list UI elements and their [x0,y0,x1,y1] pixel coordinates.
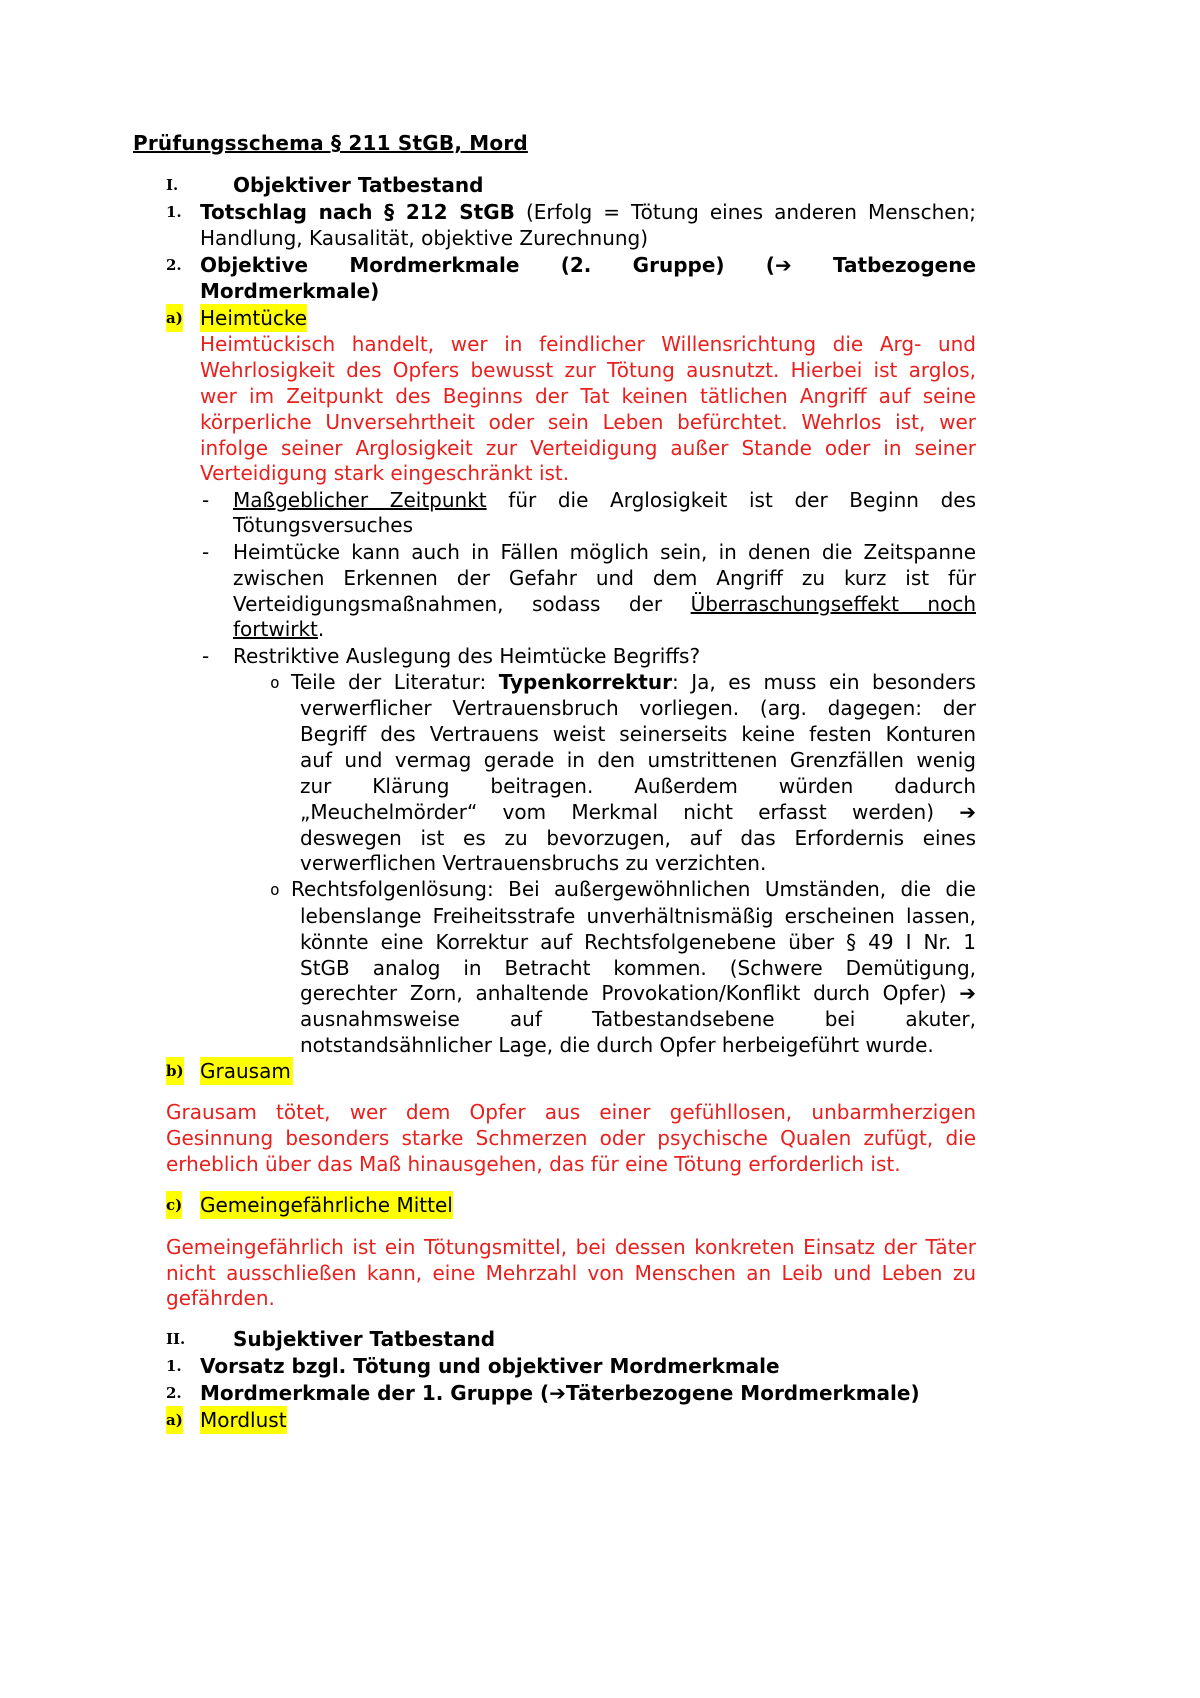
sub-heading: Grausam [200,1059,291,1083]
bullet-text: Restriktive Auslegung des Heimtücke Begriffs? [233,644,701,668]
word: (2. [560,253,592,277]
sub-letter: c) [166,1191,182,1219]
sub-letter: a) [166,304,183,332]
definition-line: Grausam tötet, wer dem Opfer aus einer gefühllosen, unbarmherzigen [166,1100,976,1124]
sub-bullet-line: ausnahmsweise auf Tatbestandsebene bei akuter, [300,1007,976,1031]
text-part: Teile der Literatur: [291,670,499,694]
item-number: 1. [166,203,182,221]
sub-bullet-line: Begriff des Vertrauens weist seinerseits keine festen Konturen [300,722,976,746]
sub-bullet-line: StGB analog in Betracht kommen. (Schwere Demütigung, [300,956,976,980]
definition-line: gefährden. [166,1286,275,1310]
text-part: Verteidigungsmaßnahmen, sodass der [233,592,691,616]
text-part: : Ja, es muss ein besonders [671,670,976,694]
dash-bullet: - [202,644,210,668]
sub-letter: a) [166,1406,183,1434]
definition-line: infolge seiner Arglosigkeit zur Verteidigung außer Stande oder in seiner [200,436,976,460]
word: Gruppe) [632,253,725,277]
item-heading [200,251,976,279]
bullet-text [233,486,976,514]
underlined-term: fortwirkt [233,617,318,641]
underlined-term: Überraschungseffekt noch [690,592,976,616]
section-heading: Subjektiver Tatbestand [233,1327,496,1351]
bullet-text: zwischen Erkennen der Gefahr und dem Angriff zu kurz ist für [233,566,976,590]
definition-line: Wehrlosigkeit des Opfers bewusst zur Tötung ausnutzt. Hierbei ist arglos, [200,358,976,382]
section-number: I. [166,176,179,194]
bullet-text: Heimtücke kann auch in Fällen möglich sein, in denen die Zeitspanne [233,540,976,564]
sub-bullet-line: könnte eine Korrektur auf Rechtsfolgenebene über § 49 I Nr. 1 [300,930,976,954]
item-heading-line2: Mordmerkmale) [200,279,380,303]
dash-bullet: - [202,488,210,512]
definition-line: nicht ausschließen kann, eine Mehrzahl von Menschen an Leib und Leben zu [166,1261,976,1285]
bullet-text-line2: Tötungsversuches [233,513,413,537]
bold-term: Typenkorrektur [498,670,672,694]
sub-bullet-line: lebenslange Freiheitsstrafe unverhältnismäßig erscheinen lassen, [300,904,976,928]
circle-bullet: o [270,673,280,692]
sub-bullet-line: verwerflichen Vertrauensbruchs zu verzichten. [300,851,767,875]
underlined-term: Maßgeblicher Zeitpunkt [233,488,487,512]
sub-bullet-line: zur Klärung beitragen. Außerdem würden dadurch [300,774,976,798]
definition-line: Verteidigung stark eingeschränkt ist. [200,461,570,485]
text-part: . [317,617,325,641]
word: Tatbezogene [832,253,977,277]
sub-letter: b) [166,1057,184,1085]
word: Objektive [200,253,309,277]
bullet-rest: für die Arglosigkeit ist der Beginn des [486,488,976,512]
sub-heading: Heimtücke [200,306,308,330]
item-text-line2: Handlung, Kausalität, objektive Zurechnung) [200,226,649,250]
sub-bullet-text [291,668,976,696]
sub-bullet-line: auf und vermag gerade in den umstrittenen Grenzfällen wenig [300,748,976,772]
section-number: II. [166,1330,186,1348]
sub-heading: Gemeingefährliche Mittel [200,1193,453,1217]
dash-bullet: - [202,540,210,564]
item-bold: Totschlag nach § 212 StGB [200,200,515,224]
item-heading: Vorsatz bzgl. Tötung und objektiver Mordmerkmale [200,1354,780,1378]
bullet-text [233,590,976,618]
page-title: Prüfungsschema § 211 StGB, Mord [133,131,528,155]
sub-bullet-line: verwerflicher Vertrauensbruch vorliegen. (arg. dagegen: der [300,696,976,720]
sub-heading: Mordlust [200,1408,287,1432]
sub-bullet-text: Rechtsfolgenlösung: Bei außergewöhnlichen Umständen, die die [291,877,976,901]
bullet-text [233,615,324,643]
section-heading: Objektiver Tatbestand [233,173,484,197]
item-number: 1. [166,1357,182,1375]
sub-bullet-line: notstandsähnlicher Lage, die durch Opfer herbeigeführt wurde. [300,1033,934,1057]
item-rest: (Erfolg = Tötung eines anderen Menschen; [514,200,976,224]
item-number: 2. [166,256,182,274]
sub-bullet-line: „Meuchelmörder“ vom Merkmal nicht erfasst werden) ➔ [300,800,976,824]
item-text [200,198,976,226]
word: (➔ [765,253,792,277]
circle-bullet: o [270,880,280,899]
definition-line: erheblich über das Maß hinausgehen, das für eine Tötung erforderlich ist. [166,1152,901,1176]
sub-bullet-line: deswegen ist es zu bevorzugen, auf das Erfordernis eines [300,826,976,850]
definition-line: wer im Zeitpunkt des Beginns der Tat keinen tätlichen Angriff auf seine [200,384,976,408]
definition-line: Gemeingefährlich ist ein Tötungsmittel, bei dessen konkreten Einsatz der Täter [166,1235,976,1259]
word: Mordmerkmale [349,253,520,277]
sub-bullet-line: gerechter Zorn, anhaltende Provokation/Konflikt durch Opfer) ➔ [300,981,976,1005]
definition-line: körperliche Unversehrtheit oder sein Leben befürchtet. Wehrlos ist, wer [200,410,976,434]
item-number: 2. [166,1384,182,1402]
definition-line: Gesinnung besonders starke Schmerzen oder psychische Qualen zufügt, die [166,1126,976,1150]
definition-line: Heimtückisch handelt, wer in feindlicher Willensrichtung die Arg- und [200,332,976,356]
item-heading: Mordmerkmale der 1. Gruppe (➔Täterbezogene Mordmerkmale) [200,1381,920,1405]
